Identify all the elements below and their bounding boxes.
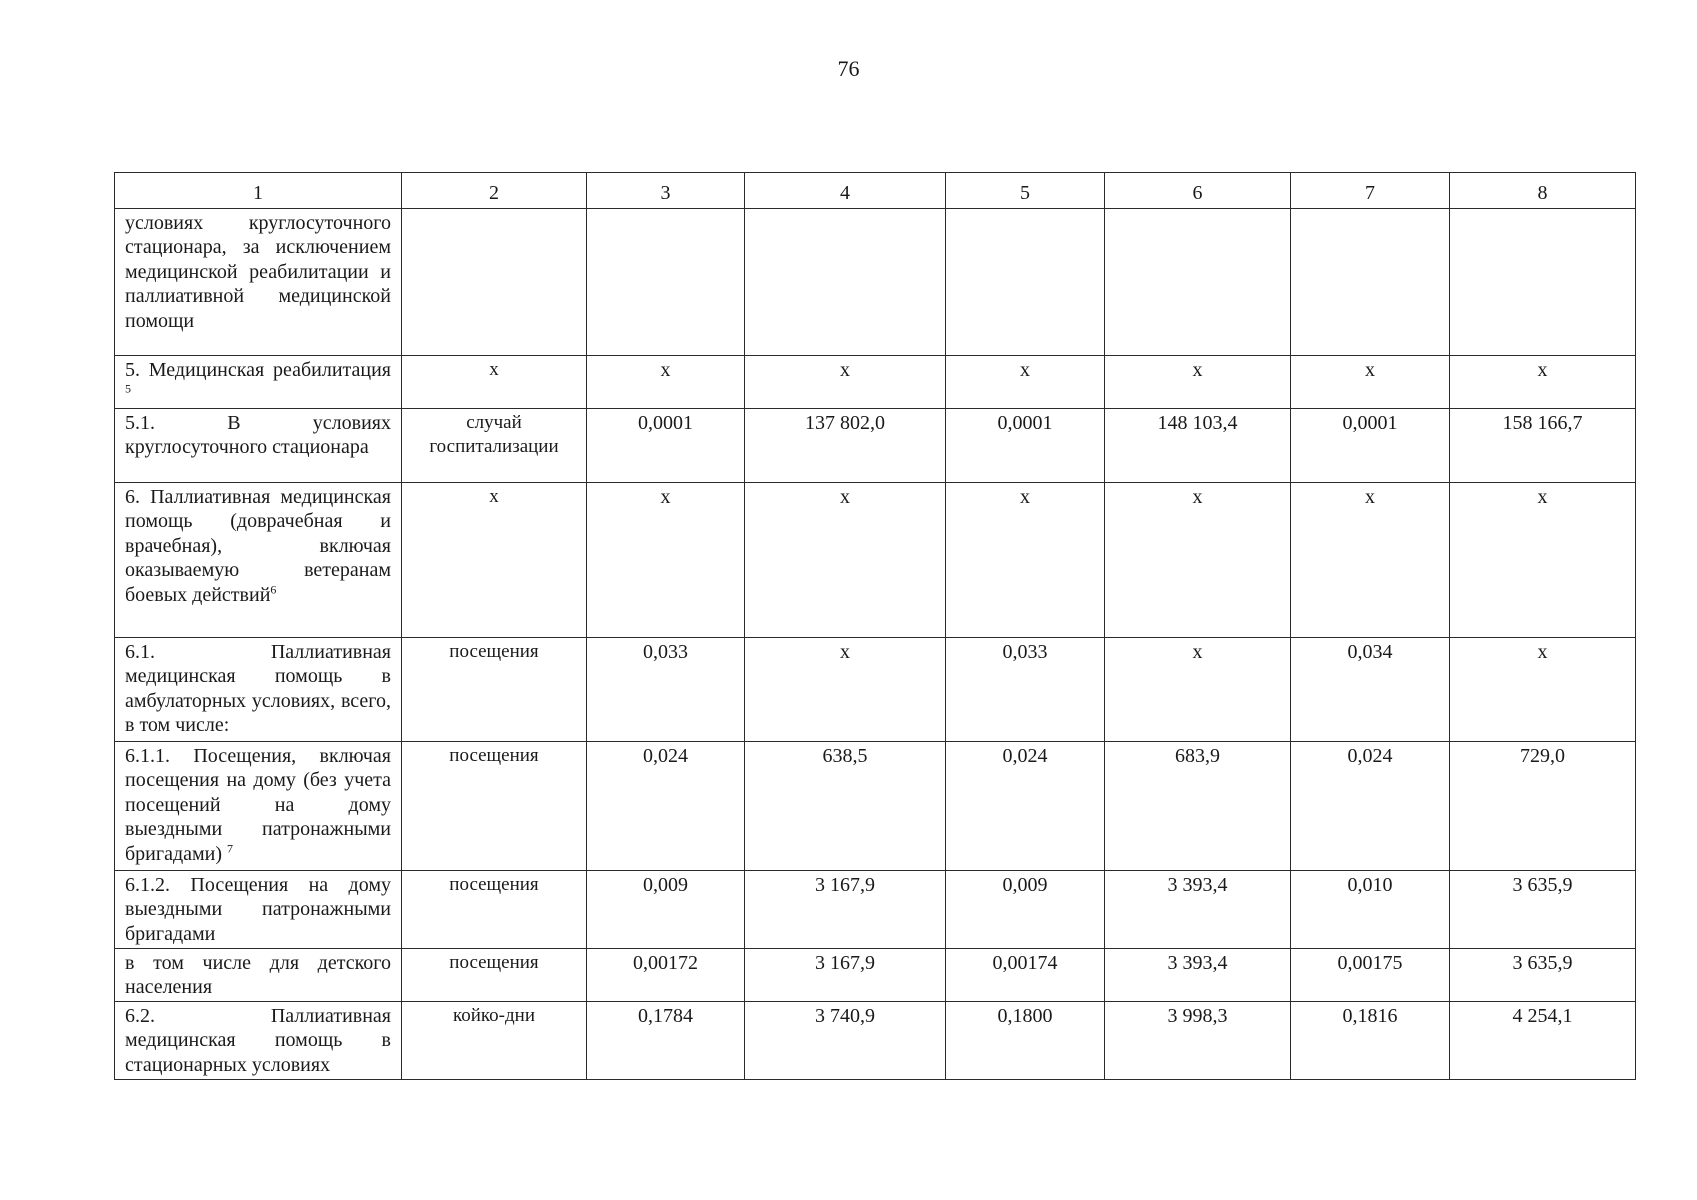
row-value-col-5: х xyxy=(946,355,1105,408)
footnote-mark: 7 xyxy=(227,840,234,855)
row-value-col-4: 137 802,0 xyxy=(745,408,946,482)
footnote-mark: 6 xyxy=(270,581,277,596)
footnote-mark: 5 xyxy=(125,381,131,396)
row-value-col-3: 0,1784 xyxy=(587,1001,745,1079)
row-name: 5. Медицинская реабилитация $^5$ xyxy=(115,355,402,408)
row-value-col-4: 3 167,9 xyxy=(745,948,946,1001)
table-row xyxy=(115,482,1636,637)
row-value-col-8: х xyxy=(1450,637,1636,741)
row-unit: посещения xyxy=(402,741,587,870)
row-value-col-4: х xyxy=(745,355,946,408)
header-col-5: 5 xyxy=(946,173,1105,209)
row-value-col-3 xyxy=(587,208,745,355)
row-value-col-6: 148 103,4 xyxy=(1105,408,1291,482)
row-value-col-6: х xyxy=(1105,355,1291,408)
row-value-col-4: 638,5 xyxy=(745,741,946,870)
row-value-col-8: 729,0 xyxy=(1450,741,1636,870)
header-col-3: 3 xyxy=(587,173,745,209)
row-value-col-3: 0,009 xyxy=(587,870,745,948)
table-row xyxy=(115,948,1636,1001)
row-value-col-7: 0,024 xyxy=(1291,741,1450,870)
row-value-col-8: х xyxy=(1450,482,1636,637)
row-value-col-6: 3 998,3 xyxy=(1105,1001,1291,1079)
row-name: 6.1. Паллиативная медицинская помощь в амбулаторных условиях, всего, в том числе: xyxy=(115,637,402,741)
row-value-col-3: х xyxy=(587,482,745,637)
row-value-col-8: 4 254,1 xyxy=(1450,1001,1636,1079)
row-value-col-4: х xyxy=(745,482,946,637)
row-unit: посещения xyxy=(402,637,587,741)
row-value-col-4: 3 167,9 xyxy=(745,870,946,948)
row-value-col-5: 0,024 xyxy=(946,741,1105,870)
header-row xyxy=(115,173,1636,209)
page-number: 76 xyxy=(837,56,860,81)
header-col-8: 8 xyxy=(1450,173,1636,209)
row-value-col-5: 0,1800 xyxy=(946,1001,1105,1079)
row-value-col-8: х xyxy=(1450,355,1636,408)
row-unit: койко-дни xyxy=(402,1001,587,1079)
row-value-col-6 xyxy=(1105,208,1291,355)
row-value-col-5: 0,0001 xyxy=(946,408,1105,482)
row-unit xyxy=(402,208,587,355)
row-value-col-8 xyxy=(1450,208,1636,355)
row-unit: случай госпитализации xyxy=(402,408,587,482)
header-col-1: 1 xyxy=(115,173,402,209)
table-row xyxy=(115,870,1636,948)
table-row xyxy=(115,408,1636,482)
row-value-col-7: 0,034 xyxy=(1291,637,1450,741)
row-value-col-3: 0,033 xyxy=(587,637,745,741)
row-value-col-8: 158 166,7 xyxy=(1450,408,1636,482)
row-value-col-7: х xyxy=(1291,355,1450,408)
row-unit: х xyxy=(402,482,587,637)
row-value-col-8: 3 635,9 xyxy=(1450,870,1636,948)
header-col-2: 2 xyxy=(402,173,587,209)
table-row xyxy=(115,208,1636,355)
row-value-col-6: х xyxy=(1105,637,1291,741)
row-name: условиях круглосуточного стационара, за исключением медицинской реабилитации и паллиативной медицинской помощи xyxy=(115,208,402,355)
row-value-col-7: 0,1816 xyxy=(1291,1001,1450,1079)
row-value-col-5: 0,00174 xyxy=(946,948,1105,1001)
row-value-col-3: 0,0001 xyxy=(587,408,745,482)
row-value-col-8: 3 635,9 xyxy=(1450,948,1636,1001)
table-row xyxy=(115,355,1636,408)
row-value-col-6: 3 393,4 xyxy=(1105,948,1291,1001)
row-unit: х xyxy=(402,355,587,408)
row-value-col-3: 0,00172 xyxy=(587,948,745,1001)
row-name: в том числе для детского населения xyxy=(115,948,402,1001)
row-value-col-3: х xyxy=(587,355,745,408)
table-row xyxy=(115,1001,1636,1079)
row-name: 6.1.2. Посещения на дому выездными патронажными бригадами xyxy=(115,870,402,948)
table-row xyxy=(115,637,1636,741)
row-value-col-5: 0,009 xyxy=(946,870,1105,948)
row-value-col-4 xyxy=(745,208,946,355)
table-row xyxy=(115,741,1636,870)
row-name: 6. Паллиативная медицинская помощь (доврачебная и врачебная), включая оказываемую ветеранам боевых действий$^6$ xyxy=(115,482,402,637)
row-value-col-4: 3 740,9 xyxy=(745,1001,946,1079)
row-value-col-7: 0,0001 xyxy=(1291,408,1450,482)
row-value-col-4: х xyxy=(745,637,946,741)
row-value-col-6: 683,9 xyxy=(1105,741,1291,870)
row-unit: посещения xyxy=(402,870,587,948)
row-value-col-6: х xyxy=(1105,482,1291,637)
header-col-7: 7 xyxy=(1291,173,1450,209)
row-value-col-5: х xyxy=(946,482,1105,637)
row-value-col-5 xyxy=(946,208,1105,355)
row-value-col-3: 0,024 xyxy=(587,741,745,870)
row-name: 6.2. Паллиативная медицинская помощь в стационарных условиях xyxy=(115,1001,402,1079)
row-value-col-6: 3 393,4 xyxy=(1105,870,1291,948)
row-value-col-7: х xyxy=(1291,482,1450,637)
row-value-col-7: 0,010 xyxy=(1291,870,1450,948)
row-value-col-5: 0,033 xyxy=(946,637,1105,741)
header-col-4: 4 xyxy=(745,173,946,209)
row-value-col-7 xyxy=(1291,208,1450,355)
row-value-col-7: 0,00175 xyxy=(1291,948,1450,1001)
row-name: 6.1.1. Посещения, включая посещения на дому (без учета посещений на дому выездными патронажными бригадами) $^7$ xyxy=(115,741,402,870)
row-unit: посещения xyxy=(402,948,587,1001)
data-table xyxy=(114,172,1636,1080)
row-name: 5.1. В условиях круглосуточного стационара xyxy=(115,408,402,482)
header-col-6: 6 xyxy=(1105,173,1291,209)
